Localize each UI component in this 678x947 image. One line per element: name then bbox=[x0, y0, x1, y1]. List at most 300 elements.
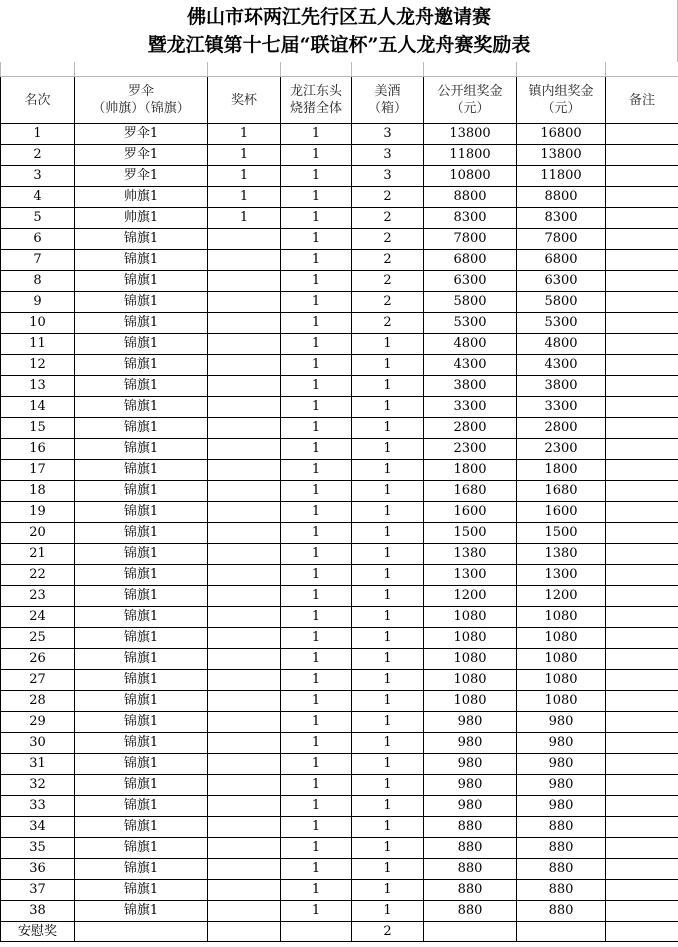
cell-cup bbox=[208, 922, 281, 942]
cell-open-prize: 1500 bbox=[424, 523, 517, 544]
cell-wine: 2 bbox=[352, 187, 424, 208]
cell-cup bbox=[208, 397, 281, 418]
cell-town-prize: 980 bbox=[517, 775, 606, 796]
cell-roast-pig: 1 bbox=[281, 397, 352, 418]
cell-town-prize: 1080 bbox=[517, 628, 606, 649]
cell-rank: 17 bbox=[1, 460, 75, 481]
table-row bbox=[1, 796, 678, 817]
cell-roast-pig: 1 bbox=[281, 124, 352, 145]
cell-flag: 锦旗1 bbox=[75, 649, 208, 670]
cell-open-prize: 1080 bbox=[424, 691, 517, 712]
cell-open-prize: 1800 bbox=[424, 460, 517, 481]
cell-rank: 32 bbox=[1, 775, 75, 796]
cell-note bbox=[606, 229, 678, 250]
cell-note bbox=[606, 292, 678, 313]
cell-flag: 锦旗1 bbox=[75, 355, 208, 376]
cell-open-prize: 5300 bbox=[424, 313, 517, 334]
cell-town-prize: 1080 bbox=[517, 607, 606, 628]
cell-rank: 6 bbox=[1, 229, 75, 250]
cell-roast-pig: 1 bbox=[281, 166, 352, 187]
cell-cup bbox=[208, 649, 281, 670]
cell-cup bbox=[208, 880, 281, 901]
cell-open-prize: 6300 bbox=[424, 271, 517, 292]
cell-note bbox=[606, 859, 678, 880]
cell-roast-pig: 1 bbox=[281, 775, 352, 796]
cell-note bbox=[606, 460, 678, 481]
table-row bbox=[1, 313, 678, 334]
cell-cup bbox=[208, 859, 281, 880]
table-row bbox=[1, 334, 678, 355]
cell-note bbox=[606, 502, 678, 523]
cell-wine: 1 bbox=[352, 859, 424, 880]
cell-wine: 3 bbox=[352, 124, 424, 145]
cell-cup: 1 bbox=[208, 166, 281, 187]
cell-roast-pig: 1 bbox=[281, 523, 352, 544]
cell-roast-pig: 1 bbox=[281, 670, 352, 691]
cell-open-prize: 2800 bbox=[424, 418, 517, 439]
cell-rank: 30 bbox=[1, 733, 75, 754]
cell-open-prize: 880 bbox=[424, 901, 517, 922]
header-pig bbox=[281, 77, 352, 124]
cell-open-prize: 8300 bbox=[424, 208, 517, 229]
header-town-prize bbox=[517, 77, 606, 124]
table-row bbox=[1, 649, 678, 670]
cell-wine: 1 bbox=[352, 502, 424, 523]
cell-open-prize: 6800 bbox=[424, 250, 517, 271]
cell-rank: 7 bbox=[1, 250, 75, 271]
cell-roast-pig: 1 bbox=[281, 355, 352, 376]
cell-wine: 1 bbox=[352, 754, 424, 775]
cell-note bbox=[606, 544, 678, 565]
cell-cup bbox=[208, 481, 281, 502]
table-row bbox=[1, 817, 678, 838]
cell-cup bbox=[208, 670, 281, 691]
cell-roast-pig: 1 bbox=[281, 880, 352, 901]
page-title-line2: 暨龙江镇第十七届“联谊杯”五人龙舟赛奖励表 bbox=[147, 34, 531, 56]
cell-town-prize: 13800 bbox=[517, 145, 606, 166]
page-title-line1: 佛山市环两江先行区五人龙舟邀请赛 bbox=[186, 6, 491, 28]
header-cup: 奖杯 bbox=[208, 77, 281, 124]
cell-roast-pig: 1 bbox=[281, 313, 352, 334]
cell-rank: 1 bbox=[1, 124, 75, 145]
cell-cup: 1 bbox=[208, 145, 281, 166]
cell-town-prize: 880 bbox=[517, 901, 606, 922]
table-row bbox=[1, 439, 678, 460]
table-row bbox=[1, 901, 678, 922]
cell-note bbox=[606, 565, 678, 586]
cell-cup bbox=[208, 733, 281, 754]
cell-roast-pig: 1 bbox=[281, 208, 352, 229]
cell-flag: 锦旗1 bbox=[75, 754, 208, 775]
cell-wine: 1 bbox=[352, 565, 424, 586]
cell-town-prize: 16800 bbox=[517, 124, 606, 145]
cell-open-prize: 1680 bbox=[424, 481, 517, 502]
cell-rank: 27 bbox=[1, 670, 75, 691]
table-row bbox=[1, 733, 678, 754]
cell-roast-pig: 1 bbox=[281, 733, 352, 754]
cell-town-prize: 6300 bbox=[517, 271, 606, 292]
cell-open-prize: 980 bbox=[424, 796, 517, 817]
cell-rank: 16 bbox=[1, 439, 75, 460]
cell-flag: 锦旗1 bbox=[75, 565, 208, 586]
header-wine-line1: 美酒 bbox=[374, 84, 401, 99]
cell-roast-pig: 1 bbox=[281, 439, 352, 460]
cell-flag: 罗伞1 bbox=[75, 166, 208, 187]
table-row bbox=[1, 544, 678, 565]
cell-roast-pig: 1 bbox=[281, 796, 352, 817]
cell-open-prize: 880 bbox=[424, 817, 517, 838]
cell-flag: 锦旗1 bbox=[75, 733, 208, 754]
cell-open-prize: 13800 bbox=[424, 124, 517, 145]
table-row bbox=[1, 502, 678, 523]
cell-wine: 2 bbox=[352, 313, 424, 334]
cell-roast-pig: 1 bbox=[281, 628, 352, 649]
cell-open-prize: 10800 bbox=[424, 166, 517, 187]
cell-rank: 35 bbox=[1, 838, 75, 859]
cell-rank: 安慰奖 bbox=[1, 922, 75, 942]
cell-open-prize: 980 bbox=[424, 712, 517, 733]
cell-open-prize: 1080 bbox=[424, 607, 517, 628]
cell-town-prize: 1380 bbox=[517, 544, 606, 565]
table-row bbox=[1, 628, 678, 649]
cell-note bbox=[606, 376, 678, 397]
cell-flag: 锦旗1 bbox=[75, 544, 208, 565]
cell-rank: 33 bbox=[1, 796, 75, 817]
cell-note bbox=[606, 355, 678, 376]
cell-roast-pig: 1 bbox=[281, 334, 352, 355]
cell-wine: 1 bbox=[352, 523, 424, 544]
cell-cup bbox=[208, 271, 281, 292]
cell-rank: 34 bbox=[1, 817, 75, 838]
cell-cup: 1 bbox=[208, 124, 281, 145]
cell-note bbox=[606, 313, 678, 334]
cell-flag: 锦旗1 bbox=[75, 586, 208, 607]
cell-roast-pig: 1 bbox=[281, 838, 352, 859]
cell-rank: 19 bbox=[1, 502, 75, 523]
cell-flag: 锦旗1 bbox=[75, 817, 208, 838]
cell-flag: 锦旗1 bbox=[75, 313, 208, 334]
cell-open-prize: 980 bbox=[424, 775, 517, 796]
header-wine-line2: （箱） bbox=[367, 101, 407, 116]
cell-flag: 锦旗1 bbox=[75, 481, 208, 502]
cell-note bbox=[606, 481, 678, 502]
cell-rank: 15 bbox=[1, 418, 75, 439]
table-row bbox=[1, 376, 678, 397]
header-flag-line2: （帅旗）（锦旗） bbox=[92, 101, 190, 116]
cell-flag: 锦旗1 bbox=[75, 460, 208, 481]
cell-flag bbox=[75, 922, 208, 942]
cell-open-prize bbox=[424, 922, 517, 942]
cell-town-prize: 6800 bbox=[517, 250, 606, 271]
cell-open-prize: 11800 bbox=[424, 145, 517, 166]
cell-note bbox=[606, 817, 678, 838]
header-open-line2: （元） bbox=[450, 101, 490, 116]
header-pig-line1: 龙江东头 bbox=[289, 84, 342, 99]
cell-town-prize: 3300 bbox=[517, 397, 606, 418]
table-row bbox=[1, 124, 678, 145]
cell-roast-pig: 1 bbox=[281, 754, 352, 775]
cell-note bbox=[606, 733, 678, 754]
cell-town-prize: 4800 bbox=[517, 334, 606, 355]
cell-wine: 1 bbox=[352, 439, 424, 460]
cell-open-prize: 880 bbox=[424, 880, 517, 901]
cell-note bbox=[606, 145, 678, 166]
cell-town-prize: 1500 bbox=[517, 523, 606, 544]
table-row bbox=[1, 166, 678, 187]
cell-open-prize: 1200 bbox=[424, 586, 517, 607]
cell-town-prize: 5800 bbox=[517, 292, 606, 313]
cell-rank: 11 bbox=[1, 334, 75, 355]
cell-note bbox=[606, 271, 678, 292]
cell-rank: 18 bbox=[1, 481, 75, 502]
cell-note bbox=[606, 607, 678, 628]
cell-flag: 锦旗1 bbox=[75, 859, 208, 880]
cell-wine: 1 bbox=[352, 397, 424, 418]
cell-wine: 1 bbox=[352, 691, 424, 712]
cell-cup bbox=[208, 460, 281, 481]
cell-rank: 21 bbox=[1, 544, 75, 565]
cell-rank: 14 bbox=[1, 397, 75, 418]
cell-open-prize: 2300 bbox=[424, 439, 517, 460]
table-row bbox=[1, 586, 678, 607]
award-table bbox=[0, 62, 678, 942]
cell-open-prize: 8800 bbox=[424, 187, 517, 208]
cell-roast-pig: 1 bbox=[281, 607, 352, 628]
table-row bbox=[1, 397, 678, 418]
cell-flag: 锦旗1 bbox=[75, 439, 208, 460]
cell-cup bbox=[208, 313, 281, 334]
cell-note bbox=[606, 712, 678, 733]
cell-roast-pig: 1 bbox=[281, 649, 352, 670]
cell-rank: 23 bbox=[1, 586, 75, 607]
cell-flag: 罗伞1 bbox=[75, 145, 208, 166]
cell-wine: 1 bbox=[352, 796, 424, 817]
cell-flag: 锦旗1 bbox=[75, 250, 208, 271]
cell-cup bbox=[208, 607, 281, 628]
cell-flag: 锦旗1 bbox=[75, 502, 208, 523]
cell-wine: 1 bbox=[352, 775, 424, 796]
cell-note bbox=[606, 397, 678, 418]
table-row bbox=[1, 145, 678, 166]
cell-flag: 帅旗1 bbox=[75, 187, 208, 208]
cell-cup bbox=[208, 628, 281, 649]
table-row bbox=[1, 460, 678, 481]
cell-cup: 1 bbox=[208, 208, 281, 229]
table-row bbox=[1, 523, 678, 544]
cell-note bbox=[606, 922, 678, 942]
cell-town-prize: 1600 bbox=[517, 502, 606, 523]
cell-cup bbox=[208, 565, 281, 586]
cell-cup bbox=[208, 775, 281, 796]
table-row bbox=[1, 838, 678, 859]
cell-roast-pig: 1 bbox=[281, 418, 352, 439]
cell-wine: 1 bbox=[352, 649, 424, 670]
header-rank: 名次 bbox=[1, 77, 75, 124]
cell-rank: 4 bbox=[1, 187, 75, 208]
cell-flag: 锦旗1 bbox=[75, 292, 208, 313]
cell-roast-pig: 1 bbox=[281, 565, 352, 586]
table-row bbox=[1, 481, 678, 502]
cell-flag: 锦旗1 bbox=[75, 775, 208, 796]
cell-flag: 锦旗1 bbox=[75, 271, 208, 292]
cell-note bbox=[606, 754, 678, 775]
cell-rank: 13 bbox=[1, 376, 75, 397]
cell-rank: 22 bbox=[1, 565, 75, 586]
cell-cup bbox=[208, 754, 281, 775]
cell-town-prize bbox=[517, 922, 606, 942]
cell-town-prize: 1080 bbox=[517, 670, 606, 691]
cell-flag: 锦旗1 bbox=[75, 796, 208, 817]
cell-note bbox=[606, 187, 678, 208]
cell-cup bbox=[208, 817, 281, 838]
cell-roast-pig: 1 bbox=[281, 502, 352, 523]
cell-roast-pig: 1 bbox=[281, 376, 352, 397]
cell-cup bbox=[208, 334, 281, 355]
cell-rank: 9 bbox=[1, 292, 75, 313]
cell-note bbox=[606, 250, 678, 271]
cell-note bbox=[606, 670, 678, 691]
cell-roast-pig: 1 bbox=[281, 187, 352, 208]
header-town-line1: 镇内组奖金 bbox=[528, 84, 594, 99]
cell-wine: 3 bbox=[352, 166, 424, 187]
cell-wine: 1 bbox=[352, 670, 424, 691]
table-row bbox=[1, 712, 678, 733]
cell-town-prize: 2300 bbox=[517, 439, 606, 460]
cell-wine: 2 bbox=[352, 250, 424, 271]
cell-rank: 26 bbox=[1, 649, 75, 670]
table-row bbox=[1, 880, 678, 901]
cell-roast-pig: 1 bbox=[281, 859, 352, 880]
cell-open-prize: 7800 bbox=[424, 229, 517, 250]
cell-cup bbox=[208, 901, 281, 922]
cell-wine: 1 bbox=[352, 418, 424, 439]
cell-wine: 2 bbox=[352, 208, 424, 229]
cell-cup bbox=[208, 838, 281, 859]
cell-rank: 36 bbox=[1, 859, 75, 880]
cell-rank: 29 bbox=[1, 712, 75, 733]
cell-town-prize: 7800 bbox=[517, 229, 606, 250]
cell-note bbox=[606, 691, 678, 712]
cell-town-prize: 980 bbox=[517, 796, 606, 817]
cell-town-prize: 3800 bbox=[517, 376, 606, 397]
cell-note bbox=[606, 334, 678, 355]
cell-town-prize: 1680 bbox=[517, 481, 606, 502]
cell-town-prize: 880 bbox=[517, 859, 606, 880]
cell-cup bbox=[208, 586, 281, 607]
cell-town-prize: 8300 bbox=[517, 208, 606, 229]
cell-open-prize: 880 bbox=[424, 859, 517, 880]
cell-flag: 锦旗1 bbox=[75, 376, 208, 397]
cell-open-prize: 980 bbox=[424, 754, 517, 775]
cell-town-prize: 1300 bbox=[517, 565, 606, 586]
table-row bbox=[1, 670, 678, 691]
cell-flag: 锦旗1 bbox=[75, 229, 208, 250]
cell-wine: 1 bbox=[352, 544, 424, 565]
table-row bbox=[1, 292, 678, 313]
cell-flag: 锦旗1 bbox=[75, 523, 208, 544]
cell-wine: 1 bbox=[352, 838, 424, 859]
table-row bbox=[1, 565, 678, 586]
cell-wine: 1 bbox=[352, 334, 424, 355]
cell-cup bbox=[208, 418, 281, 439]
cell-roast-pig: 1 bbox=[281, 292, 352, 313]
cell-rank: 28 bbox=[1, 691, 75, 712]
cell-wine: 1 bbox=[352, 901, 424, 922]
cell-wine: 2 bbox=[352, 229, 424, 250]
cell-town-prize: 4300 bbox=[517, 355, 606, 376]
cell-cup bbox=[208, 250, 281, 271]
cell-rank: 10 bbox=[1, 313, 75, 334]
cell-rank: 20 bbox=[1, 523, 75, 544]
cell-note bbox=[606, 649, 678, 670]
cell-note bbox=[606, 838, 678, 859]
table-row bbox=[1, 250, 678, 271]
cell-wine: 1 bbox=[352, 355, 424, 376]
cell-town-prize: 1800 bbox=[517, 460, 606, 481]
cell-roast-pig: 1 bbox=[281, 229, 352, 250]
cell-flag: 锦旗1 bbox=[75, 334, 208, 355]
table-row bbox=[1, 355, 678, 376]
header-open-line1: 公开组奖金 bbox=[437, 84, 503, 99]
cell-wine: 2 bbox=[352, 292, 424, 313]
cell-flag: 锦旗1 bbox=[75, 418, 208, 439]
cell-open-prize: 1080 bbox=[424, 670, 517, 691]
cell-cup bbox=[208, 691, 281, 712]
header-row bbox=[1, 77, 678, 124]
table-row bbox=[1, 922, 678, 942]
cell-rank: 8 bbox=[1, 271, 75, 292]
cell-open-prize: 1300 bbox=[424, 565, 517, 586]
cell-note bbox=[606, 439, 678, 460]
cell-roast-pig: 1 bbox=[281, 544, 352, 565]
cell-roast-pig: 1 bbox=[281, 460, 352, 481]
cell-open-prize: 4300 bbox=[424, 355, 517, 376]
cell-wine: 1 bbox=[352, 376, 424, 397]
header-flag-line1: 罗伞 bbox=[127, 84, 154, 99]
cell-note bbox=[606, 523, 678, 544]
cell-wine: 1 bbox=[352, 628, 424, 649]
cell-rank: 5 bbox=[1, 208, 75, 229]
cell-wine: 3 bbox=[352, 145, 424, 166]
cell-roast-pig: 1 bbox=[281, 901, 352, 922]
table-row bbox=[1, 229, 678, 250]
spacer-row bbox=[1, 62, 678, 77]
cell-rank: 24 bbox=[1, 607, 75, 628]
cell-open-prize: 1080 bbox=[424, 649, 517, 670]
cell-town-prize: 2800 bbox=[517, 418, 606, 439]
cell-note bbox=[606, 418, 678, 439]
cell-town-prize: 880 bbox=[517, 817, 606, 838]
cell-roast-pig: 1 bbox=[281, 586, 352, 607]
cell-town-prize: 1200 bbox=[517, 586, 606, 607]
table-row bbox=[1, 859, 678, 880]
cell-rank: 25 bbox=[1, 628, 75, 649]
cell-wine: 1 bbox=[352, 733, 424, 754]
cell-cup bbox=[208, 439, 281, 460]
cell-town-prize: 980 bbox=[517, 733, 606, 754]
cell-flag: 锦旗1 bbox=[75, 691, 208, 712]
cell-flag: 锦旗1 bbox=[75, 670, 208, 691]
cell-town-prize: 980 bbox=[517, 754, 606, 775]
cell-roast-pig: 1 bbox=[281, 691, 352, 712]
cell-flag: 帅旗1 bbox=[75, 208, 208, 229]
cell-wine: 1 bbox=[352, 607, 424, 628]
cell-roast-pig: 1 bbox=[281, 712, 352, 733]
table-row bbox=[1, 775, 678, 796]
cell-open-prize: 1600 bbox=[424, 502, 517, 523]
cell-roast-pig: 1 bbox=[281, 817, 352, 838]
cell-rank: 37 bbox=[1, 880, 75, 901]
